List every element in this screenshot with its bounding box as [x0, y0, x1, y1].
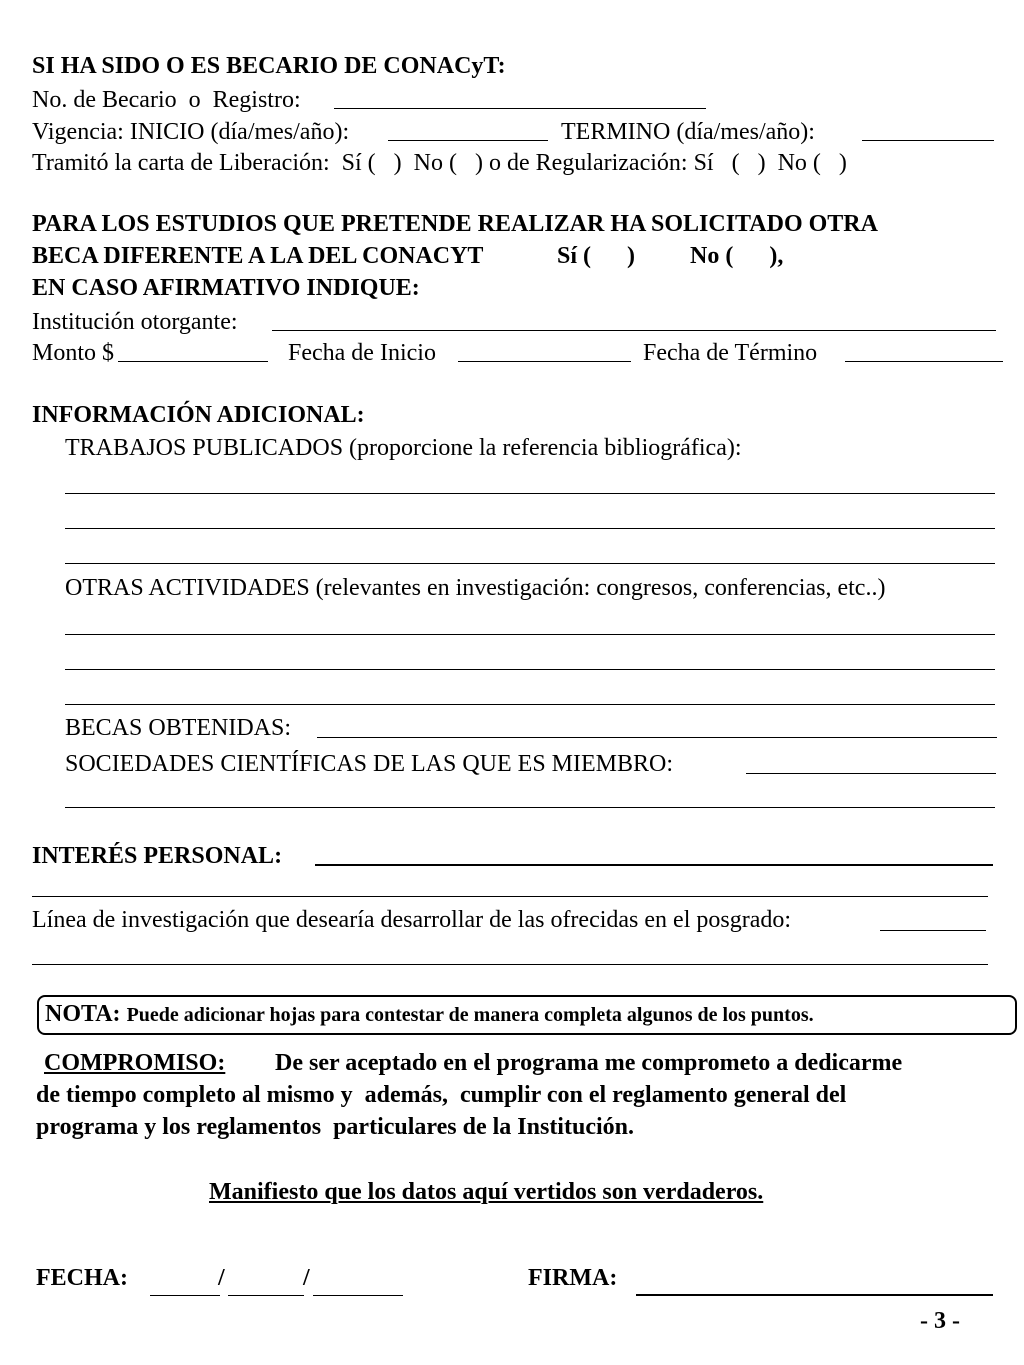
- monto-field[interactable]: [118, 361, 268, 362]
- firma-field[interactable]: [636, 1294, 993, 1296]
- fecha-termino-label: Fecha de Término: [643, 340, 818, 366]
- otra-beca-heading-1: PARA LOS ESTUDIOS QUE PRETENDE REALIZAR HA SOLICITADO OTRA: [32, 211, 878, 237]
- fecha-termino-field[interactable]: [845, 361, 1003, 362]
- carta-liberacion-text: Tramitó la carta de Liberación: Sí ( ) No ( ) o de Regularización: Sí ( ) No ( ): [32, 150, 847, 176]
- fecha-separator: /: [218, 1265, 225, 1291]
- fecha-mes-field[interactable]: [228, 1295, 304, 1296]
- otra-beca-no-option[interactable]: No ( ),: [690, 243, 784, 269]
- firma-label: FIRMA:: [528, 1265, 618, 1291]
- otras-actividades-line[interactable]: [65, 634, 995, 635]
- trabajos-label: TRABAJOS PUBLICADOS (proporcione la referencia bibliográfica):: [65, 435, 742, 461]
- vigencia-inicio-label: Vigencia: INICIO (día/mes/año):: [32, 119, 350, 145]
- otra-beca-heading-2: BECA DIFERENTE A LA DEL CONACYT: [32, 243, 484, 269]
- manifiesto-text: Manifiesto que los datos aquí vertidos son verdaderos.: [209, 1179, 764, 1205]
- interes-field[interactable]: [315, 864, 993, 866]
- sociedades-label: SOCIEDADES CIENTÍFICAS DE LAS QUE ES MIEMBRO:: [65, 751, 674, 777]
- nota-label: NOTA:: [45, 1001, 121, 1027]
- sociedades-field[interactable]: [746, 773, 996, 774]
- fecha-inicio-label: Fecha de Inicio: [288, 340, 436, 366]
- otras-actividades-label: OTRAS ACTIVIDADES (relevantes en investigación: congresos, conferencias, etc..): [65, 575, 886, 601]
- fecha-label: FECHA:: [36, 1265, 128, 1291]
- becas-obtenidas-field[interactable]: [317, 737, 997, 738]
- nota-box: [37, 995, 1017, 1035]
- interes-line[interactable]: [32, 896, 988, 897]
- trabajos-line[interactable]: [65, 528, 995, 529]
- page-number: - 3 -: [920, 1308, 960, 1334]
- registro-field[interactable]: [334, 108, 706, 109]
- nota-text-container: [45, 1001, 814, 1028]
- institucion-field[interactable]: [272, 330, 996, 331]
- vigencia-inicio-field[interactable]: [388, 140, 548, 141]
- sociedades-line[interactable]: [65, 807, 995, 808]
- vigencia-termino-label: TERMINO (día/mes/año):: [561, 119, 815, 145]
- interes-heading: INTERÉS PERSONAL:: [32, 843, 283, 869]
- fecha-anio-field[interactable]: [313, 1295, 403, 1296]
- linea-investigacion-label: Línea de investigación que desearía desarrollar de las ofrecidas en el posgrado:: [32, 907, 792, 933]
- otra-beca-si-option[interactable]: Sí ( ): [557, 243, 635, 269]
- institucion-label: Institución otorgante:: [32, 309, 238, 335]
- becas-obtenidas-label: BECAS OBTENIDAS:: [65, 715, 292, 741]
- info-adicional-heading: INFORMACIÓN ADICIONAL:: [32, 402, 365, 428]
- linea-investigacion-line[interactable]: [32, 964, 988, 965]
- trabajos-line[interactable]: [65, 493, 995, 494]
- otras-actividades-line[interactable]: [65, 669, 995, 670]
- conacyt-heading: SI HA SIDO O ES BECARIO DE CONACyT:: [32, 53, 506, 79]
- compromiso-line-1: De ser aceptado en el programa me comprometo a dedicarme: [275, 1050, 903, 1076]
- trabajos-line[interactable]: [65, 563, 995, 564]
- linea-investigacion-field[interactable]: [880, 930, 986, 931]
- monto-label: Monto $: [32, 340, 115, 366]
- nota-body: Puede adicionar hojas para contestar de manera completa algunos de los puntos.: [126, 1004, 814, 1026]
- compromiso-label: COMPROMISO:: [44, 1050, 226, 1076]
- registro-label: No. de Becario o Registro:: [32, 87, 301, 113]
- otras-actividades-line[interactable]: [65, 704, 995, 705]
- fecha-inicio-field[interactable]: [458, 361, 631, 362]
- fecha-dia-field[interactable]: [150, 1295, 220, 1296]
- fecha-separator: /: [303, 1265, 310, 1291]
- vigencia-termino-field[interactable]: [862, 140, 994, 141]
- compromiso-line-3: programa y los reglamentos particulares de la Institución.: [36, 1114, 634, 1140]
- otra-beca-heading-3: EN CASO AFIRMATIVO INDIQUE:: [32, 275, 420, 301]
- compromiso-line-2: de tiempo completo al mismo y además, cumplir con el reglamento general del: [36, 1082, 847, 1108]
